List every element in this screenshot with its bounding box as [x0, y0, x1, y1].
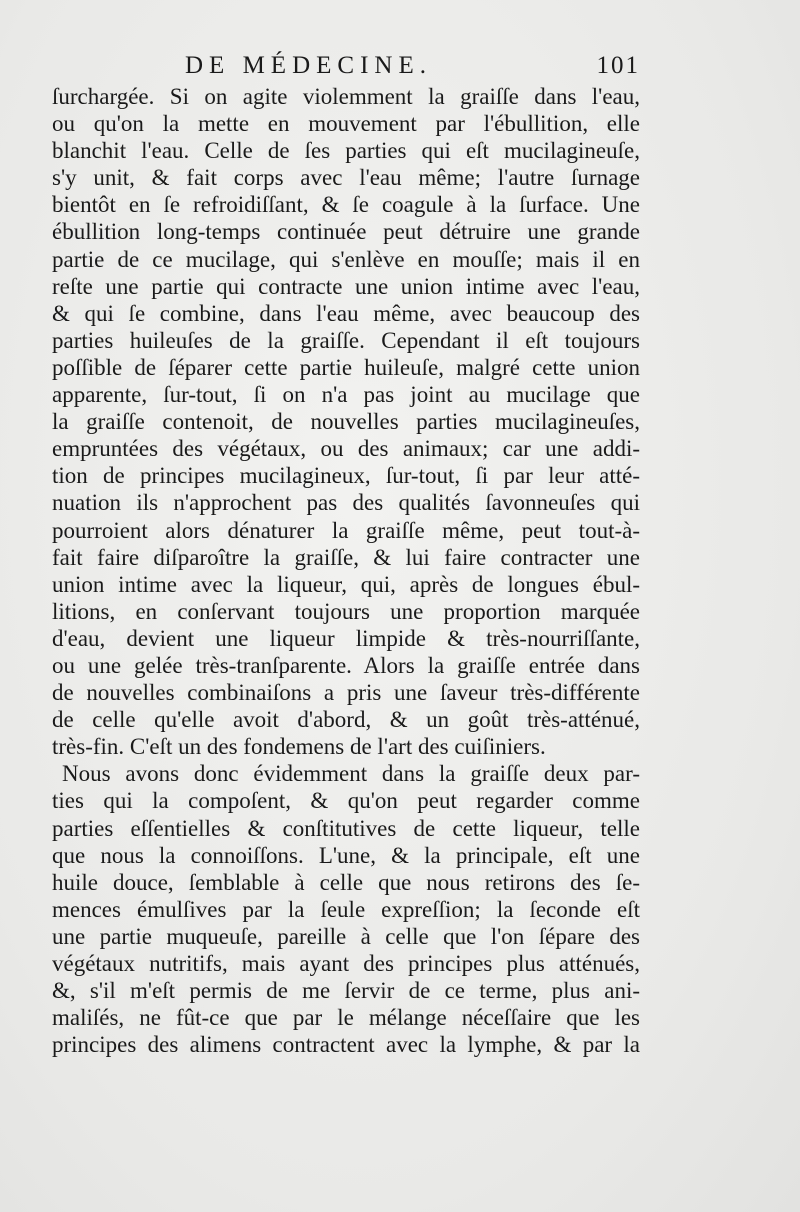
text-line: ties qui la compoſent, & qu'on peut regarder comme [52, 788, 640, 814]
text-line: la graiſſe contenoit, de nouvelles parties mucilagineuſes, [52, 409, 640, 435]
text-line: que nous la connoiſſons. L'une, & la principale, eſt une [52, 842, 640, 868]
text-line: maliſés, ne fût-ce que par le mélange néceſſaire que les [52, 1005, 640, 1031]
text-line: d'eau, devient une liqueur limpide & très-nourriſſante, [52, 625, 640, 651]
text-line: pourroient alors dénaturer la graiſſe même, peut tout-à- [52, 517, 640, 543]
text-line: union intime avec la liqueur, qui, après de longues ébul- [52, 571, 640, 597]
text-line: mences émulſives par la ſeule expreſſion; la ſeconde eſt [52, 896, 640, 922]
text-line: poſſible de ſéparer cette partie huileuſe, malgré cette union [52, 354, 640, 380]
text-line: ébullition long-temps continuée peut détruire une grande [52, 219, 640, 245]
text-line: apparente, ſur-tout, ſi on n'a pas joint au mucilage que [52, 382, 640, 408]
paragraph-first-line: Nous avons donc évidemment dans la graiſſe deux par- [62, 761, 640, 787]
text-line: huile douce, ſemblable à celle que nous retirons des ſe- [52, 869, 640, 895]
text-line: ou une gelée très-tranſparente. Alors la graiſſe entrée dans [52, 652, 640, 678]
text-line: & qui ſe combine, dans l'eau même, avec beaucoup des [52, 300, 640, 326]
text-line: une partie muqueuſe, pareille à celle que l'on ſépare des [52, 923, 640, 949]
text-line: ſurchargée. Si on agite violemment la graiſſe dans l'eau, [52, 84, 640, 109]
text-line: bientôt en ſe refroidiſſant, & ſe coagule à la ſurface. Une [52, 192, 640, 218]
body-text [52, 83, 640, 1058]
running-head-title: DE MÉDECINE. [185, 52, 432, 79]
text-line: parties huileuſes de la graiſſe. Cependant il eſt toujours [52, 327, 640, 353]
text-line: ou qu'on la mette en mouvement par l'ébullition, elle [52, 111, 640, 137]
text-line: reſte une partie qui contracte une union intime avec l'eau, [52, 273, 640, 299]
text-line: empruntées des végétaux, ou des animaux; car une addi- [52, 436, 640, 462]
text-line: nuation ils n'approchent pas des qualités ſavonneuſes qui [52, 490, 640, 516]
text-line: tion de principes mucilagineux, ſur-tout, ſi par leur atté- [52, 463, 640, 489]
text-line: s'y unit, & fait corps avec l'eau même; l'autre ſurnage [52, 165, 640, 191]
text-line: partie de ce mucilage, qui s'enlève en mouſſe; mais il en [52, 246, 640, 272]
text-line: blanchit l'eau. Celle de ſes parties qui eſt mucilagineuſe, [52, 138, 640, 164]
text-line: très-fin. C'eſt un des fondemens de l'art des cuiſiniers. [52, 734, 546, 760]
text-line: de nouvelles combinaiſons a pris une ſaveur très-différente [52, 680, 640, 706]
page-number: 101 [596, 52, 640, 79]
text-line: principes des alimens contractent avec la lymphe, & par la [52, 1032, 640, 1058]
text-line: de celle qu'elle avoit d'abord, & un goût très-atténué, [52, 707, 640, 733]
text-line: litions, en conſervant toujours une proportion marquée [52, 598, 640, 624]
text-line: végétaux nutritifs, mais ayant des principes plus atténués, [52, 951, 640, 976]
text-line: parties eſſentielles & conſtitutives de cette liqueur, telle [52, 815, 640, 841]
text-line: &, s'il m'eſt permis de me ſervir de ce terme, plus ani- [52, 978, 640, 1004]
text-line: fait faire diſparoître la graiſſe, & lui faire contracter une [52, 544, 640, 570]
running-head [60, 52, 640, 86]
